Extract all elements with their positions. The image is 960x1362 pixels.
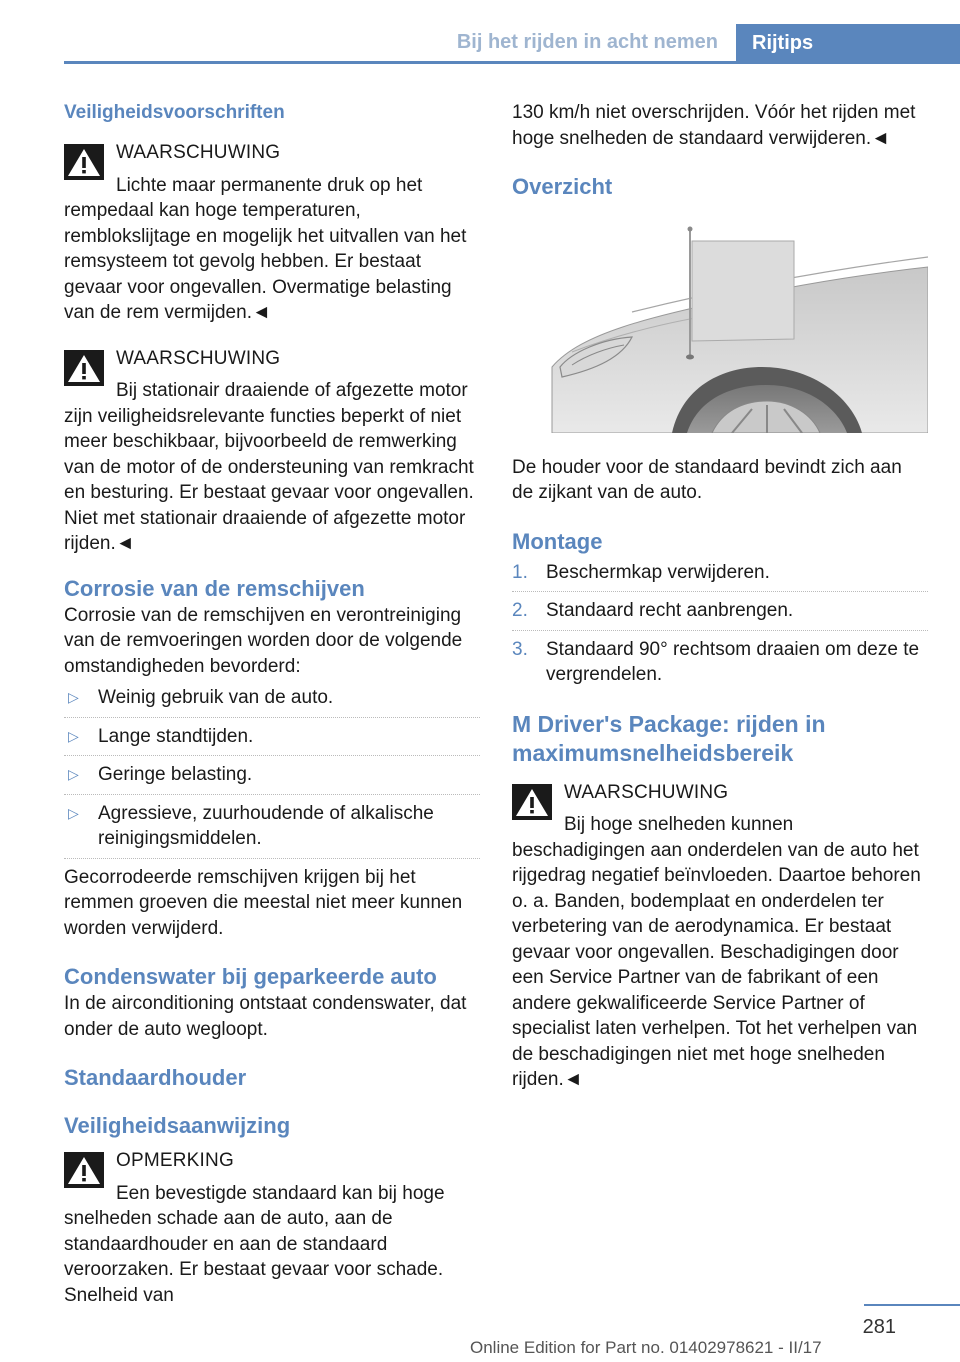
step-text: Beschermkap verwijderen.	[546, 561, 770, 583]
list-item	[64, 685, 480, 718]
left-column	[64, 100, 480, 1308]
warning-triangle-icon	[512, 784, 552, 820]
triangle-bullet-icon: ▷	[68, 689, 79, 705]
list-item	[512, 598, 928, 631]
list-item	[64, 801, 480, 859]
warning-text: Bij hoge snelheden kunnen beschadigingen aan onderdelen van de auto het rijgedrag negatief beïnvloeden. Daartoe behoren o. a. Banden, bodemplaat en onderdelen ter verbetering van de aerodynamica. Er bestaat gevaar voor ongevallen. Beschadigingen door een Service Partner van de fabrikant of een andere gekwalificeerde Service Partner of specialist laten verhelpen. Tot het verhelpen van de beschadigingen niet met hoge snelheden rijden.◄	[512, 814, 921, 1090]
step-number: 1.	[512, 561, 528, 583]
edition-note: Online Edition for Part no. 01402978621 - II/17	[470, 1338, 822, 1357]
heading-overzicht: Overzicht	[512, 174, 613, 199]
list-item-text: Geringe belasting.	[98, 764, 253, 785]
warning-triangle-icon	[64, 350, 104, 386]
warning-title: WAARSCHUWING	[116, 347, 281, 369]
list-item	[64, 724, 480, 757]
corrosie-list	[64, 685, 480, 859]
corrosie-outro: Gecorrodeerde remschijven krijgen bij het remmen groeven die meestal niet meer kunnen worden verwijderd.	[64, 866, 463, 939]
header-rule	[64, 61, 960, 64]
list-item-text: Weinig gebruik van de auto.	[98, 687, 334, 708]
warning-title: WAARSCHUWING	[564, 781, 729, 803]
note-text: Een bevestigde standaard kan bij hoge snelheden schade aan de auto, aan de standaardhouder en aan de standaard veroorzaken. Er bestaat gevaar voor schade. Snelheid van	[64, 1182, 445, 1306]
continued-text: 130 km/h niet overschrijden. Vóór het rijden met hoge snelheden de standaard verwijderen.◄	[512, 102, 916, 149]
step-number: 2.	[512, 600, 528, 621]
step-number: 3.	[512, 638, 528, 660]
step-text: Standaard recht aanbrengen.	[546, 600, 794, 621]
heading-condenswater: Condenswater bij geparkeerde auto	[64, 964, 437, 989]
warning-block-2	[64, 346, 480, 557]
list-item	[64, 762, 480, 795]
triangle-bullet-icon: ▷	[68, 804, 79, 821]
condens-text: In de airconditioning ontstaat condenswater, dat onder de auto wegloopt.	[64, 993, 467, 1040]
list-item-text: Agressieve, zuurhoudende of alkalische reinigingsmiddelen.	[98, 802, 434, 849]
montage-steps	[512, 560, 928, 694]
heading-standaardhouder: Standaardhouder	[64, 1065, 247, 1090]
car-fender-flag-holder-illustration	[512, 217, 928, 433]
step-text: Standaard 90° rechtsom draaien om deze te vergrendelen.	[546, 638, 920, 685]
page-number: 281	[862, 1316, 896, 1338]
list-item-text: Lange standtijden.	[98, 725, 254, 747]
note-block	[64, 1148, 480, 1308]
list-item	[512, 637, 928, 694]
warning-block-1	[64, 140, 480, 326]
corrosie-intro: Corrosie van de remschijven en verontreiniging van de remvoeringen worden door de volgende omstandigheden bevorderd:	[64, 604, 463, 677]
heading-veiligheidsaanwijzing: Veiligheidsaanwijzing	[64, 1113, 291, 1138]
figure-caption: De houder voor de standaard bevindt zich aan de zijkant van de auto.	[512, 456, 902, 503]
header-section-title: Bij het rijden in acht nemen	[456, 31, 718, 53]
warning-text: Bij stationair draaiende of afgezette motor zijn veiligheidsrelevante functies beperkt of niet meer beschikbaar, bijvoorbeeld de remwerking van de motor of de ondersteuning van remkracht en besturing. Er bestaat gevaar voor ongevallen. Niet met stationair draaiende of afgezette motor rijden.◄	[64, 380, 474, 554]
warning-title: WAARSCHUWING	[116, 142, 281, 163]
list-item	[512, 560, 928, 593]
warning-triangle-icon	[64, 144, 104, 180]
heading-m-drivers-package: M Driver's Package: rijden in maximumsnelheidsbereik	[512, 710, 826, 766]
header-chapter-tab: Rijtips	[736, 24, 960, 64]
note-title: OPMERKING	[116, 1150, 234, 1171]
footer-rule	[864, 1304, 960, 1306]
triangle-bullet-icon: ▷	[68, 766, 79, 782]
heading-veiligheidsvoorschriften: Veiligheidsvoorschriften	[64, 102, 285, 123]
warning-block-3	[512, 780, 928, 1093]
heading-montage: Montage	[512, 528, 603, 554]
heading-corrosie: Corrosie van de remschijven	[64, 575, 365, 601]
right-column	[512, 100, 928, 1093]
warning-text: Lichte maar permanente druk op het rempedaal kan hoge temperaturen, remblokslijtage en mogelijk het uitvallen van het remsysteem tot gevolg hebben. Er bestaat gevaar voor ongevallen. Overmatige belasting van de rem vermijden.◄	[64, 174, 467, 323]
triangle-bullet-icon: ▷	[68, 727, 79, 744]
warning-triangle-icon	[64, 1152, 104, 1188]
